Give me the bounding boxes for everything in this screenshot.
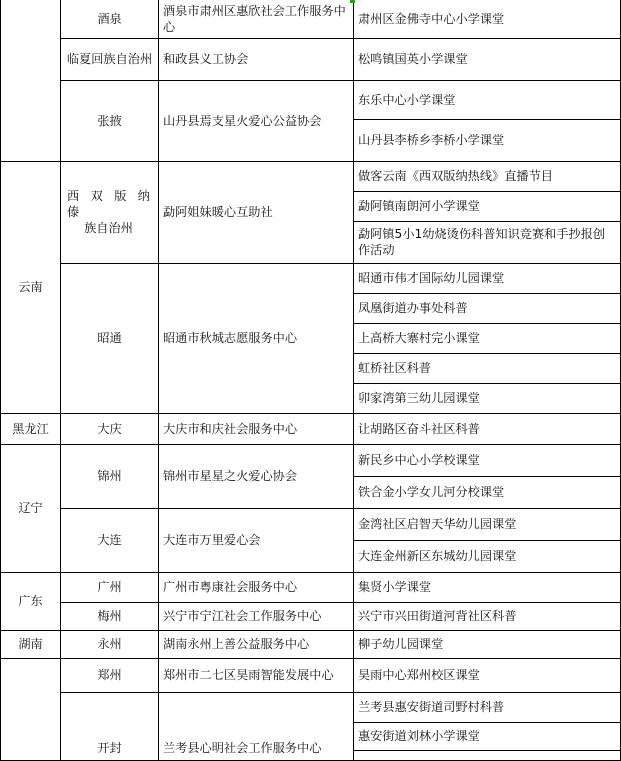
org-cell: 湖南永州上善公益服务中心 [159, 630, 354, 658]
city-line-1: 西双版纳 傣 [67, 189, 175, 219]
org-cell: 郑州市二七区昊雨智能发展中心 [159, 658, 354, 692]
province-cell: 黑龙江 [1, 413, 61, 444]
table-row [1, 572, 621, 602]
venue-cell: 松鸣镇国英小学课堂 [354, 38, 621, 80]
city-cell: 开封 [61, 692, 159, 760]
province-cell [1, 0, 61, 161]
table-row [1, 161, 621, 191]
venue-cell: 勐阿镇南朗河小学课堂 [354, 191, 621, 221]
venue-cell: 山丹县李桥乡李桥小学课堂 [354, 119, 621, 161]
cell-selection-marker [350, 0, 355, 3]
venue-cell: 集贤小学课堂 [354, 572, 621, 602]
table-row [1, 658, 621, 692]
venue-cell: 惠安街道刘林小学课堂 [354, 722, 621, 750]
city-cell: 郑州 [61, 658, 159, 692]
org-cell: 大连市万里爱心会 [159, 508, 354, 572]
province-cell: 辽宁 [1, 444, 61, 572]
venue-cell: 东乐中心小学课堂 [354, 80, 621, 119]
city-cell: 广州 [61, 572, 159, 602]
city-cell: 临夏回族自治州 [61, 38, 159, 80]
table-row [1, 602, 621, 630]
province-cell: 广东 [1, 572, 61, 630]
city-cell: 大连 [61, 508, 159, 572]
city-line-2: 族自治州 [84, 221, 133, 235]
city-cell [61, 161, 175, 263]
venue-cell: 兴宁市兴田街道河背社区科普 [354, 602, 621, 630]
province-cell [1, 658, 61, 760]
venue-cell: 凤凰街道办事处科普 [354, 293, 621, 323]
city-cell: 昭通 [61, 263, 159, 413]
org-cell: 兰考县心明社会工作服务中心 [159, 692, 354, 760]
venue-cell: 肃州区金佛寺中心小学课堂 [354, 0, 621, 38]
city-cell: 酒泉 [61, 0, 159, 38]
org-cell: 广州市粤康社会服务中心 [159, 572, 354, 602]
venue-cell: 勐阿镇5小1幼烧烫伤科普知识竞赛和手抄报创作活动 [354, 221, 621, 263]
city-cell: 锦州 [61, 444, 159, 508]
table-row [1, 0, 621, 38]
venue-cell: 铁合金小学女儿河分校课堂 [354, 476, 621, 508]
venue-cell: 上高桥大寨村完小课堂 [354, 323, 621, 353]
org-cell: 大庆市和庆社会服务中心 [159, 413, 354, 444]
org-cell: 山丹县焉支星火爱心公益协会 [159, 80, 354, 161]
org-cell: 勐阿姐妹暖心互助社 [159, 161, 354, 263]
table-row [1, 630, 621, 658]
venue-cell: 让胡路区奋斗社区科普 [354, 413, 621, 444]
venue-cell: 昭通市伟才国际幼儿园课堂 [354, 263, 621, 293]
venue-cell: 卯家湾第三幼儿园课堂 [354, 383, 621, 413]
org-cell: 和政县义工协会 [159, 38, 354, 80]
venue-cell: 金湾社区启智天华幼儿园课堂 [354, 508, 621, 540]
venue-cell: 新民乡中心小学校课堂 [354, 444, 621, 476]
table-row [1, 692, 621, 722]
table-row [1, 38, 621, 80]
table-row [1, 80, 621, 119]
city-cell: 大庆 [61, 413, 159, 444]
table-row [1, 413, 621, 444]
table-row [1, 444, 621, 476]
province-cell: 湖南 [1, 630, 61, 658]
venue-cell: 做客云南《西双版纳热线》直播节目 [354, 161, 621, 191]
org-cell: 兴宁市宁江社会工作服务中心 [159, 602, 354, 630]
city-cell: 张掖 [61, 80, 159, 161]
table-row [1, 508, 621, 540]
org-cell: 锦州市星星之火爱心协会 [159, 444, 354, 508]
table-row [1, 263, 621, 293]
org-cell: 昭通市秋城志愿服务中心 [159, 263, 354, 413]
venue-cell: 昊雨中心郑州校区课堂 [354, 658, 621, 692]
venue-cell: 柳子幼儿园课堂 [354, 630, 621, 658]
city-cell: 梅州 [61, 602, 159, 630]
venue-cell: 大连金州新区东城幼儿园课堂 [354, 540, 621, 572]
venue-cell: 兰考县惠安街道司野村科普 [354, 692, 621, 722]
org-cell: 酒泉市肃州区惠欣社会工作服务中心 [159, 0, 354, 38]
city-cell: 永州 [61, 630, 159, 658]
venue-cell: 虹桥社区科普 [354, 353, 621, 383]
province-cell: 云南 [1, 161, 61, 413]
venue-cell [354, 750, 621, 760]
